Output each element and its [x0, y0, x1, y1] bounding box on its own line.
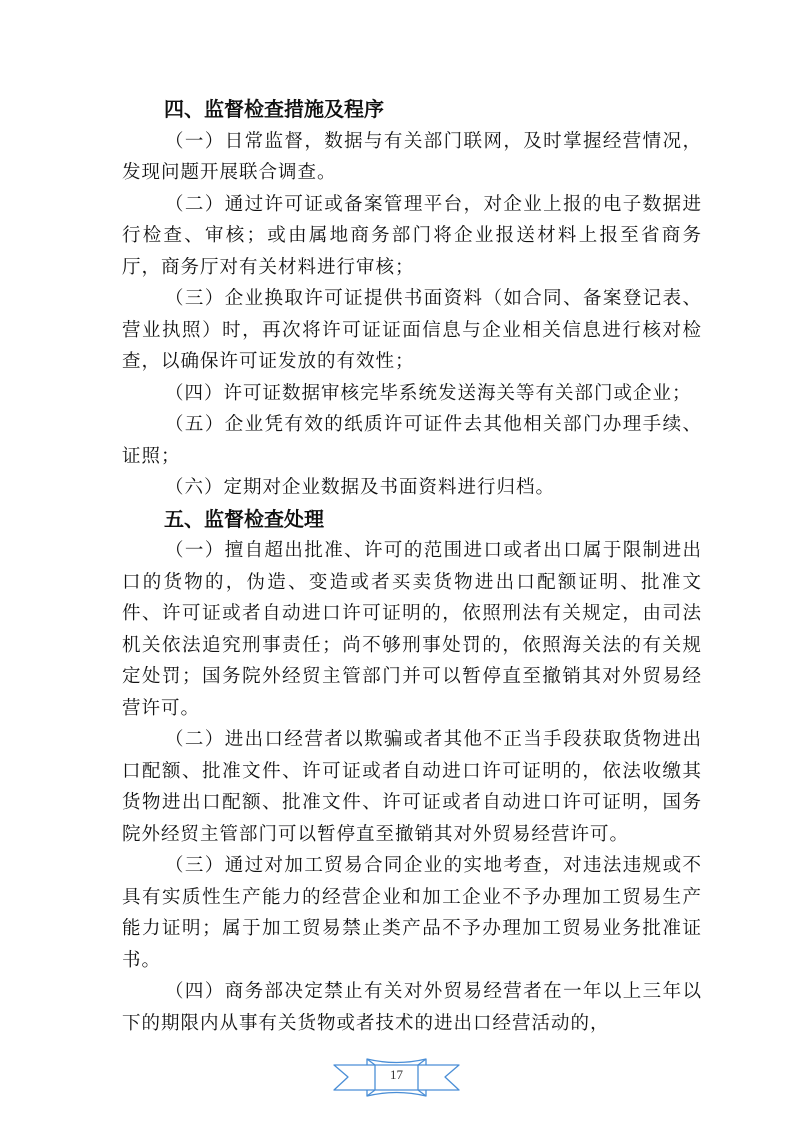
section-4-item-1: （一）日常监督，数据与有关部门联网，及时掌握经营情况，发现问题开展联合调查。	[122, 130, 702, 183]
page-number: 17	[390, 1067, 403, 1082]
section-5-heading: 五、监督检查处理	[164, 506, 324, 531]
section-4-item-2: （二）通过许可证或备案管理平台，对企业上报的电子数据进行检查、审核；或由属地商务部门将企业报送材料上报至省商务厅，商务厅对有关材料进行审核；	[122, 193, 702, 278]
section-5-item-2: （二）进出口经营者以欺骗或者其他不正当手段获取货物进出口配额、批准文件、许可证或者自动进口许可证明的，依法收缴其货物进出口配额、批准文件、许可证或者自动进口许可证明，国务院外经贸主管部门可以暂停直至撤销其对外贸易经营许可。	[122, 729, 702, 845]
section-4-item-6: （六）定期对企业数据及书面资料进行归档。	[165, 477, 556, 498]
document-body	[122, 94, 702, 1039]
page-footer	[331, 1054, 462, 1100]
section-4-item-5: （五）企业凭有效的纸质许可证件去其他相关部门办理手续、证照；	[122, 414, 702, 467]
section-5-item-4: （四）商务部决定禁止有关对外贸易经营者在一年以上三年以下的期限内从事有关货物或者技术的进出口经营活动的，	[122, 981, 702, 1034]
section-5-item-1: （一）擅自超出批准、许可的范围进口或者出口属于限制进出口的货物的，伪造、变造或者买卖货物进出口配额证明、批准文件、许可证或者自动进口许可证明的，依照刑法有关规定，由司法机关依法追究刑事责任；尚不够刑事处罚的，依照海关法的有关规定处罚；国务院外经贸主管部门并可以暂停直至撤销其对外贸易经营许可。	[122, 540, 702, 719]
section-5-item-3: （三）通过对加工贸易合同企业的实地考查，对违法违规或不具有实质性生产能力的经营企业和加工企业不予办理加工贸易生产能力证明；属于加工贸易禁止类产品不予办理加工贸易业务批准证书。	[122, 855, 702, 971]
section-4-item-3: （三）企业换取许可证提供书面资料（如合同、备案登记表、营业执照）时，再次将许可证证面信息与企业相关信息进行核对检查，以确保许可证发放的有效性；	[122, 288, 702, 372]
section-4-item-4: （四）许可证数据审核完毕系统发送海关等有关部门或企业；	[165, 382, 692, 404]
section-4-heading: 四、监督检查措施及程序	[164, 97, 384, 121]
